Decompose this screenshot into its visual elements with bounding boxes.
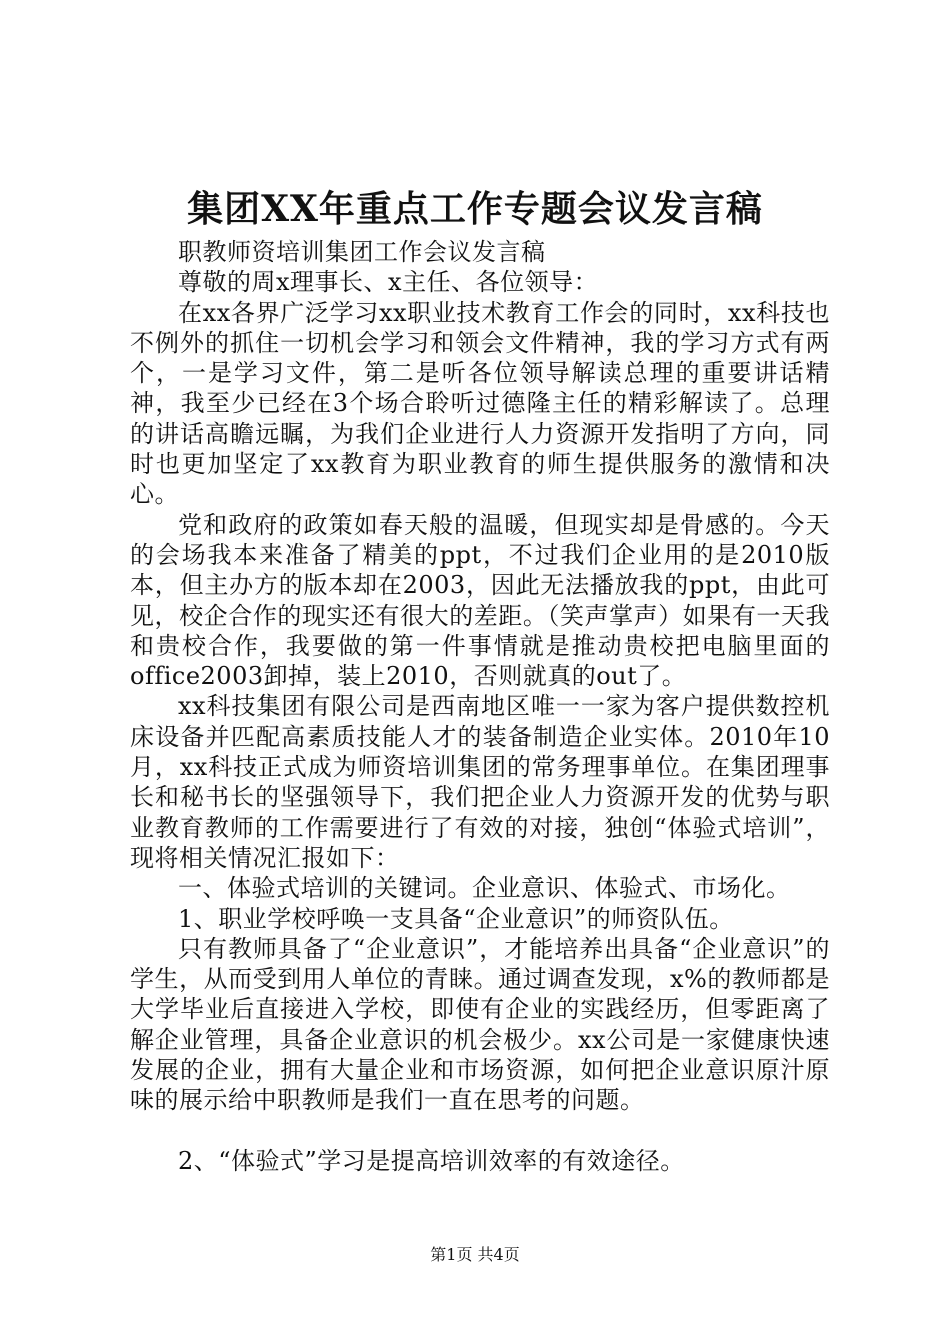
paragraph-salutation: 尊敬的周x理事长、x主任、各位领导： bbox=[178, 268, 599, 297]
heading-point-2: 2、“体验式”学习是提高培训效率的有效途径。 bbox=[178, 1146, 685, 1175]
paragraph-intro: 在xx各界广泛学习xx职业技术教育工作会的同时，xx科技也不例外的抓住一切机会学习和领会文件精神，我的学习方式有两个，一是学习文件，第二是听各位领导解读总理的重要讲话精神，我至少已经在3个场合聆听过德隆主任的精彩解读了。总理的讲话高瞻远瞩，为我们企业进行人力资源开发指明了方向，同时也更加坚定了xx教育为职业教育的师生提供服务的激情和决心。 bbox=[130, 298, 830, 509]
paragraph-company: xx科技集团有限公司是西南地区唯一一家为客户提供数控机床设备并匹配高素质技能人才的装备制造企业实体。2010年10月，xx科技正式成为师资培训集团的常务理事单位。在集团理事长和秘书长的坚强领导下，我们把企业人力资源开发的优势与职业教育教师的工作需要进行了有效的对接，独创“体验式培训”，现将相关情况汇报如下： bbox=[130, 692, 830, 872]
heading-keywords: 一、体验式培训的关键词。企业意识、体验式、市场化。 bbox=[178, 874, 791, 903]
document-title: 集团XX年重点工作专题会议发言稿 bbox=[187, 188, 763, 230]
paragraph-subtitle: 职教师资培训集团工作会议发言稿 bbox=[178, 238, 546, 266]
document-body bbox=[130, 237, 830, 1176]
page-footer: 第1页 共4页 bbox=[430, 1245, 520, 1264]
paragraph-enterprise-awareness: 只有教师具备了“企业意识”，才能培养出具备“企业意识”的学生，从而受到用人单位的青睐。通过调查发现，x%的教师都是大学毕业后直接进入学校，即使有企业的实践经历，但零距离了解企业管理，具备企业意识的机会极少。xx公司是一家健康快速发展的企业，拥有大量企业和市场资源，如何把企业意识原汁原味的展示给中职教师是我们一直在思考的问题。 bbox=[130, 934, 830, 1115]
paragraph-policy: 党和政府的政策如春天般的温暖，但现实却是骨感的。今天的会场我本来准备了精美的ppt，不过我们企业用的是2010版本，但主办方的版本却在2003，因此无法播放我的ppt，由此可见，校企合作的现实还有很大的差距。（笑声掌声）如果有一天我和贵校合作，我要做的第一件事情就是推动贵校把电脑里面的office2003卸掉，装上2010，否则就真的out了。 bbox=[130, 510, 830, 691]
heading-point-1: 1、职业学校呼唤一支具备“企业意识”的师资队伍。 bbox=[178, 904, 734, 933]
